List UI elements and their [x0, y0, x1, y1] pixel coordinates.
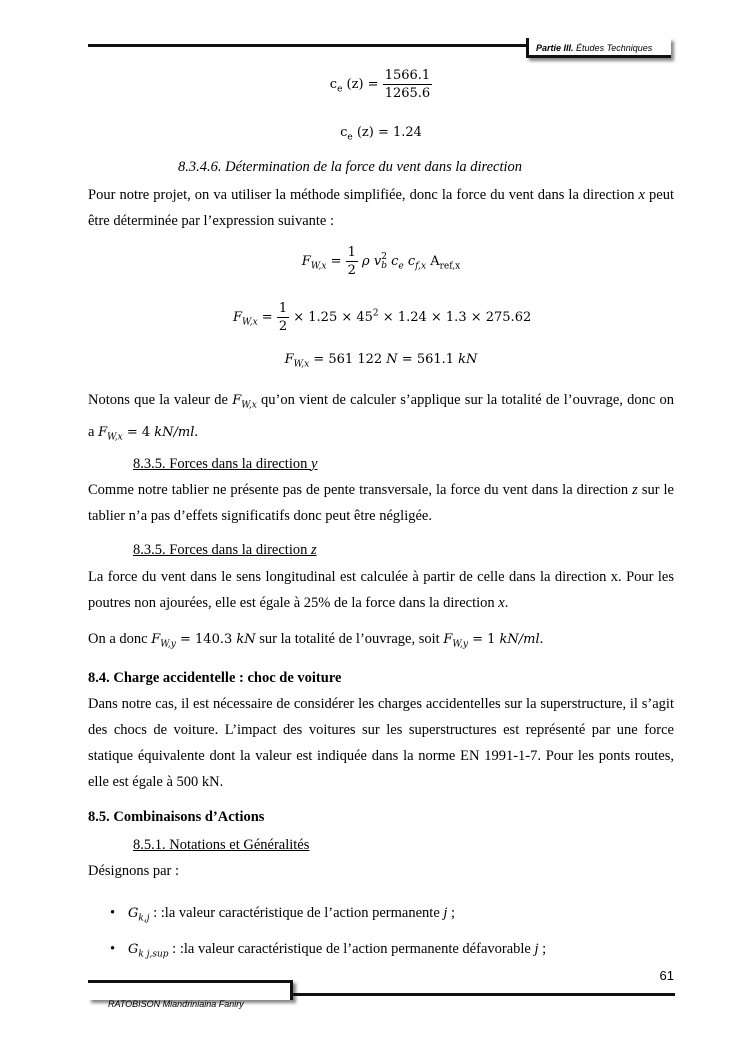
- text: sur le tablier n’a pas d’effets significatifs donc peut être négligée.: [88, 482, 674, 524]
- math-F: F: [151, 632, 161, 647]
- list-item: [98, 900, 674, 932]
- math-G-sub: k j,sup: [138, 949, 169, 960]
- equation-wind-force-numeric: [233, 301, 531, 334]
- section-heading-8-5-1: 8.5.1. Notations et Généralités: [133, 837, 310, 853]
- eq-lhs-arg: (z) =: [346, 77, 379, 92]
- eq-lhs: c: [340, 125, 348, 140]
- eq-F: F: [233, 310, 243, 325]
- math-unit: kN: [236, 632, 256, 647]
- numerator: 1566.1: [384, 68, 431, 83]
- math-value: = 140.3: [175, 632, 237, 647]
- section-heading-8-4: 8.4. Charge accidentelle : choc de voiture: [88, 670, 342, 686]
- footer-author: RATOBISON Miandriniaina Faniry: [108, 999, 244, 1009]
- paragraph-designons: Désignons par :: [88, 863, 180, 879]
- equation-ce-fraction: [88, 68, 674, 101]
- eq-lhs-arg: (z) =: [356, 125, 389, 140]
- eq-v: v: [373, 254, 382, 269]
- text: ;: [538, 940, 547, 957]
- text: qu’on vient de calculer s’applique sur la totalité de l’ouvrage, donc on a: [88, 392, 674, 440]
- paragraph-tablier: [88, 477, 674, 529]
- eq-values: × 1.25 × 45: [289, 310, 373, 325]
- page-number: 61: [659, 968, 674, 983]
- eq-c-f-sub: f,x: [415, 261, 427, 272]
- var-z: z: [632, 482, 638, 498]
- eq-value: = 561.1: [397, 352, 459, 367]
- header-part: Partie III.: [536, 43, 574, 53]
- eq-A-sub: ref,x: [439, 261, 461, 272]
- equation-ce-result: [88, 125, 674, 143]
- heading-var: y: [311, 456, 318, 472]
- eq-F-sub: W,x: [242, 317, 258, 328]
- running-header: [536, 43, 652, 53]
- eq-F: F: [301, 254, 311, 269]
- heading-text: 8.3.5. Forces dans la direction: [133, 542, 311, 558]
- text: La force du vent dans le sens longitudinal est calculée à partir de celle dans la direction x. Pour les poutres non ajourées, elle est égale à 25% de la force dans la direction: [88, 569, 674, 611]
- math-value: = 1: [467, 632, 500, 647]
- eq-F-sub: W,x: [310, 261, 327, 272]
- eq-unit-kN: kN: [458, 352, 478, 367]
- footer-rule: [292, 993, 675, 996]
- text: Notons que la valeur de: [88, 392, 233, 408]
- section-heading-8-3-5-z: [133, 542, 317, 559]
- paragraph-on-a-donc: [88, 626, 674, 658]
- eq-sup: 2: [372, 308, 379, 319]
- eq-v-sub: b: [381, 260, 387, 271]
- math-unit: kN/ml: [154, 424, 195, 440]
- footer-box: [88, 980, 293, 1000]
- section-heading-8-5: 8.5. Combinaisons d’Actions: [88, 809, 265, 825]
- text: On a donc: [88, 631, 152, 647]
- text: .: [194, 423, 199, 440]
- math-F-sub: W,x: [107, 432, 123, 443]
- notation-list: [98, 900, 674, 967]
- fraction: [383, 68, 433, 101]
- list-item: [98, 936, 674, 968]
- math-G: G: [128, 941, 139, 957]
- eq-rho: ρ: [362, 254, 374, 269]
- math-F-sub: W,x: [241, 400, 257, 411]
- equation-wind-force-result: [88, 352, 674, 370]
- eq-sign: =: [257, 310, 277, 325]
- denominator: 2: [347, 263, 356, 278]
- paragraph-longitudinal: [88, 564, 674, 616]
- eq-F-sub: W,x: [293, 359, 310, 370]
- equation-wind-force-formula: [88, 245, 674, 278]
- numerator: 1: [278, 301, 288, 316]
- paragraph-choc: Dans notre cas, il est nécessaire de considérer les charges accidentelles sur la superstructure, il s’agit des chocs de voiture. L’impact des voitures sur les superstructures est représenté par une force statique équivalente dont la valeur est indiquée dans la norme EN 1991-1-7. Pour les ponts routes, elle est égale à 500 kN.: [88, 696, 674, 790]
- var-j: j: [443, 905, 448, 921]
- section-heading-8-3-4-6: 8.3.4.6. Détermination de la force du vent dans la direction: [178, 159, 523, 175]
- fraction-half: [346, 245, 358, 278]
- text: peut être déterminée par l’expression suivante :: [88, 187, 674, 229]
- section-heading-8-3-5-y: [133, 456, 317, 473]
- paragraph-method: [88, 182, 674, 234]
- eq-c-e-sub: e: [398, 261, 404, 272]
- text: : :la valeur caractéristique de l’action permanente défavorable: [168, 940, 535, 957]
- math-F: F: [98, 424, 108, 440]
- math-F: F: [443, 632, 453, 647]
- header-title: Études Techniques: [576, 43, 653, 53]
- var-x: x: [638, 187, 645, 203]
- eq-F: F: [284, 352, 294, 367]
- text: : :la valeur caractéristique de l’action permanente: [149, 905, 444, 921]
- math-F-sub: W,y: [160, 639, 176, 650]
- eq-values: × 1.24 × 1.3 × 275.62: [378, 310, 532, 325]
- fraction-half: [277, 301, 289, 334]
- math-G-sub: k,j: [138, 913, 150, 924]
- text: Pour notre projet, on va utiliser la méthode simplifiée, donc la force du vent dans la direction: [88, 187, 639, 203]
- eq-value: 1.24: [392, 125, 422, 140]
- text: sur la totalité de l’ouvrage, soit: [255, 631, 444, 647]
- eq-unit-N: N: [386, 352, 398, 367]
- heading-text: 8.3.5. Forces dans la direction: [133, 456, 311, 472]
- eq-value: = 561 122: [309, 352, 387, 367]
- text: .: [504, 595, 509, 611]
- eq-v-sup: 2: [381, 251, 387, 262]
- eq-lhs-sub: e: [347, 132, 353, 143]
- var-j: j: [534, 940, 539, 957]
- math-unit: kN/ml: [499, 632, 540, 647]
- var-x: x: [498, 595, 505, 611]
- eq-sign: =: [326, 254, 346, 269]
- denominator: 1265.6: [384, 86, 431, 101]
- math-G: G: [128, 906, 139, 921]
- text: ;: [447, 905, 456, 921]
- math-value: = 4: [122, 424, 155, 440]
- eq-c-f: c: [403, 254, 416, 269]
- text: Comme notre tablier ne présente pas de pente transversale, la force du vent dans la direction: [88, 482, 633, 498]
- denominator: 2: [278, 319, 288, 334]
- paragraph-notons: [88, 387, 674, 450]
- header-rule: [88, 44, 526, 47]
- eq-A: A: [426, 254, 440, 269]
- math-F-sub: W,y: [452, 639, 468, 650]
- eq-lhs-sub: e: [337, 84, 343, 95]
- numerator: 1: [347, 245, 356, 260]
- eq-lhs: c: [329, 77, 338, 92]
- eq-c-e: c: [386, 254, 399, 269]
- heading-var: z: [311, 542, 317, 558]
- text: .: [539, 631, 544, 647]
- math-F: F: [232, 393, 242, 408]
